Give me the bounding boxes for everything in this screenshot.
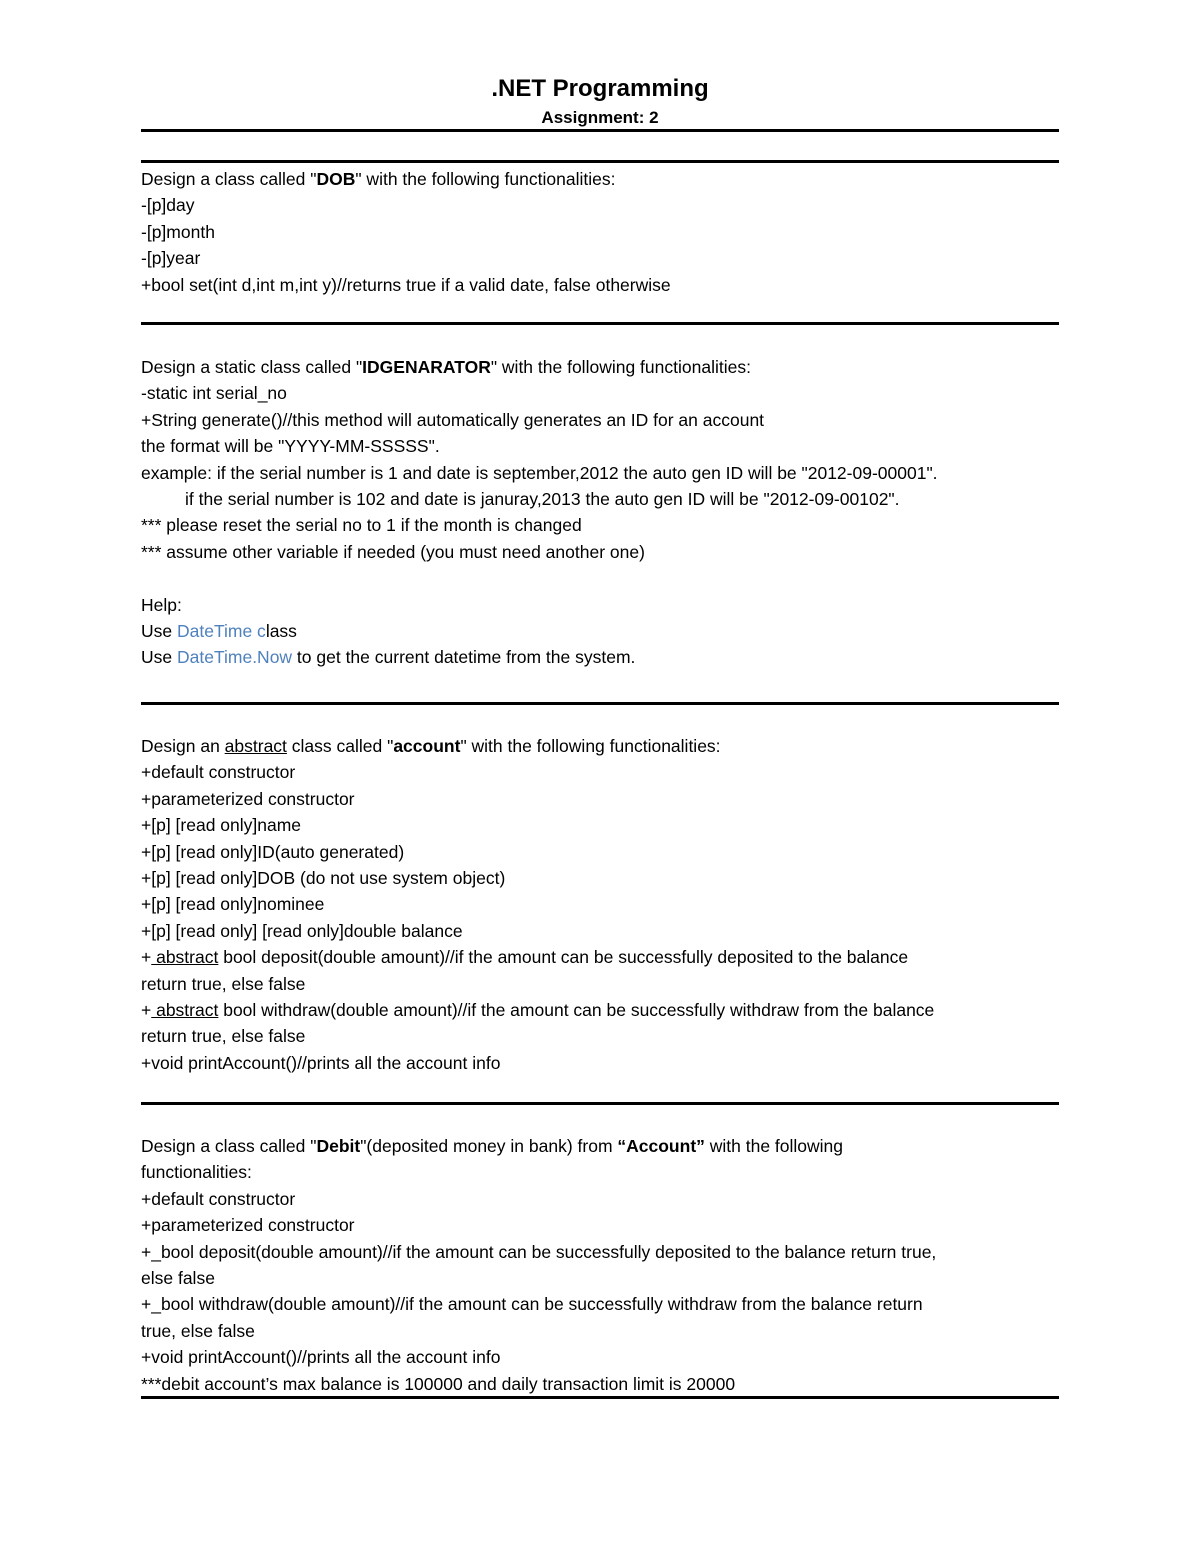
debit-method-deposit-cont: else false (141, 1267, 215, 1288)
idgen-section (141, 354, 1059, 671)
idgen-example-2: if the serial number is 102 and date is januray,2013 the auto gen ID will be "2012-09-00102". (185, 488, 900, 509)
idgen-note-reset: *** please reset the serial no to 1 if the month is changed (141, 515, 582, 536)
debit-default-constructor: +default constructor (141, 1188, 296, 1209)
blank-line (141, 565, 1059, 591)
datetime-now-link[interactable]: DateTime.Now (176, 647, 293, 668)
debit-method-print: +void printAccount()//prints all the account info (141, 1347, 501, 1368)
section-divider-end (141, 1396, 1059, 1399)
idgen-method-generate: +String generate()//this method will automatically generates an ID for an account (141, 409, 765, 430)
idgen-intro: Design a static class called "IDGENARATOR" with the following functionalities: (141, 357, 751, 377)
account-method-withdraw-cont: return true, else false (141, 1026, 306, 1047)
debit-method-withdraw: +_bool withdraw(double amount)//if the amount can be successfully withdraw from the balance return (141, 1294, 923, 1315)
debit-limit-note: ***debit account’s max balance is 100000 and daily transaction limit is 20000 (141, 1373, 736, 1394)
account-method-print: +void printAccount()//prints all the account info (141, 1052, 501, 1073)
idgen-field-serial: -static int serial_no (141, 383, 287, 404)
section-divider-account (141, 702, 1059, 705)
debit-method-withdraw-cont: true, else false (141, 1320, 255, 1341)
account-field-dob: +[p] [read only]DOB (do not use system object) (141, 867, 506, 888)
account-class-name: account (393, 736, 461, 756)
account-intro: Design an abstract class called "account" with the following functionalities: (141, 736, 721, 756)
dob-field-year: -[p]year (141, 248, 201, 269)
section-divider-idgen (141, 322, 1059, 325)
idgen-example: example: if the serial number is 1 and date is september,2012 the auto gen ID will be "2012-09-00001". (141, 462, 938, 483)
debit-class-name: Debit (316, 1136, 361, 1156)
idgen-help-label: Help: (141, 594, 182, 615)
section-divider-debit (141, 1102, 1059, 1105)
debit-method-deposit: +_bool deposit(double amount)//if the amount can be successfully deposited to the balance return true, (141, 1241, 937, 1262)
dob-class-name: DOB (316, 169, 356, 189)
page-title: .NET Programming (491, 75, 709, 102)
account-field-name: +[p] [read only]name (141, 815, 302, 836)
idgen-help-datetime: Use DateTime class (141, 620, 297, 641)
idgen-note-variable: *** assume other variable if needed (you must need another one) (141, 541, 645, 562)
debit-param-constructor: +parameterized constructor (141, 1215, 355, 1236)
section-divider-dob-top (141, 160, 1059, 163)
document-page (141, 0, 1059, 1553)
debit-intro: Design a class called "Debit"(deposited money in bank) from “Account” with the following (141, 1136, 844, 1156)
debit-section (141, 1133, 1059, 1397)
dob-section (141, 166, 1059, 298)
idgen-help-now: Use DateTime.Now to get the current datetime from the system. (141, 647, 636, 668)
account-method-deposit: + abstract bool deposit(double amount)//if the amount can be successfully deposited to the balance (141, 947, 909, 968)
account-section (141, 733, 1059, 1076)
page-subtitle: Assignment: 2 (541, 108, 659, 127)
account-default-constructor: +default constructor (141, 762, 296, 783)
idgen-format: the format will be "YYYY-MM-SSSSS". (141, 436, 440, 457)
dob-method-set: +bool set(int d,int m,int y)//returns true if a valid date, false otherwise (141, 274, 671, 295)
dob-intro: Design a class called "DOB" with the following functionalities: (141, 169, 616, 189)
account-field-balance: +[p] [read only] [read only]double balance (141, 920, 463, 941)
debit-intro-cont: functionalities: (141, 1162, 252, 1183)
datetime-link[interactable]: DateTime c (176, 620, 266, 641)
account-param-constructor: +parameterized constructor (141, 788, 355, 809)
dob-field-day: -[p]day (141, 195, 195, 216)
debit-parent-name: “Account” (617, 1136, 705, 1156)
account-field-nominee: +[p] [read only]nominee (141, 894, 325, 915)
account-method-withdraw: + abstract bool withdraw(double amount)//if the amount can be successfully withdraw from the balance (141, 999, 935, 1020)
dob-field-month: -[p]month (141, 221, 215, 242)
account-method-deposit-cont: return true, else false (141, 973, 306, 994)
account-field-id: +[p] [read only]ID(auto generated) (141, 841, 405, 862)
header-divider (141, 129, 1059, 132)
idgen-class-name: IDGENARATOR (362, 357, 491, 377)
